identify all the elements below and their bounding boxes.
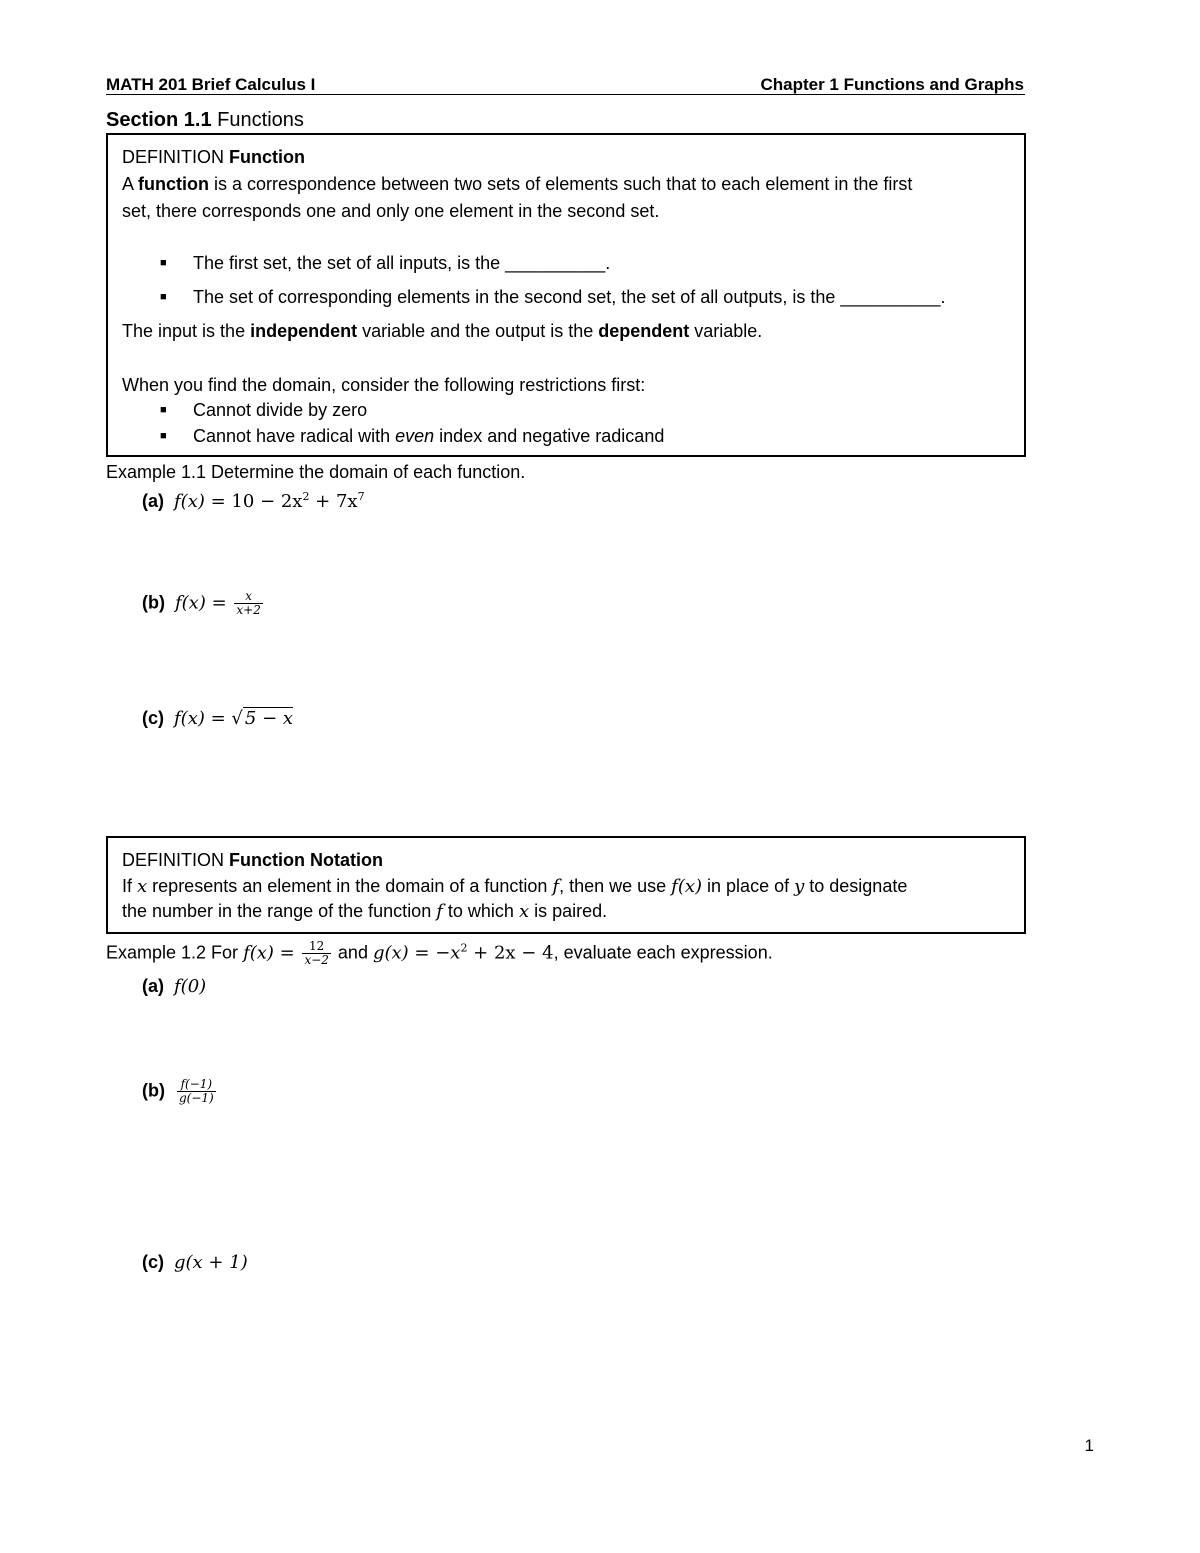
example-1-title: Example 1.1 Determine the domain of each function.: [106, 462, 526, 482]
bullet-icon: ■: [160, 291, 167, 303]
notation-line-1: If x represents an element in the domain of a function f, then we use f(x) in place of y to designate: [122, 876, 908, 897]
variable-definition: The input is the independent variable and the output is the dependent variable.: [122, 321, 763, 341]
definition-term: Function: [229, 147, 305, 167]
bullet-domain: The first set, the set of all inputs, is the __________.: [193, 253, 611, 273]
example-2-part-c: (c) g(x + 1): [142, 1252, 248, 1273]
bullet-icon: ■: [160, 430, 167, 442]
definition-heading: [122, 850, 383, 871]
definition-line-2: set, there corresponds one and only one element in the second set.: [122, 201, 660, 221]
example-2-part-b: (b) $\frac{f(-1)}{g(-1)}$: [142, 1077, 214, 1105]
section-number: Section 1.1: [106, 109, 212, 131]
restriction-radical: Cannot have radical with even index and negative radicand: [193, 426, 665, 446]
definition-heading: [122, 147, 305, 168]
definition-tag: DEFINITION: [122, 850, 224, 870]
bullet-icon: ■: [160, 404, 167, 416]
example-2-part-a: (a) f(0): [142, 976, 207, 997]
header-divider: [106, 94, 1025, 95]
section-title: [106, 109, 304, 132]
page-number: 1: [1084, 1436, 1094, 1455]
header-course-title: MATH 201 Brief Calculus I: [106, 75, 316, 94]
example-1-part-a: (a) $f(x) = 10 - 2x^2 + 7x^7$: [142, 490, 365, 512]
section-name: Functions: [217, 109, 304, 131]
header-chapter-title: Chapter 1 Functions and Graphs: [760, 75, 1024, 94]
definition-function-box: [106, 133, 1026, 457]
restrictions-intro: When you find the domain, consider the following restrictions first:: [122, 375, 646, 395]
example-1-part-b: (b) f(x) = $\frac{x}{x+2}$: [142, 589, 261, 617]
notation-line-2: the number in the range of the function f to which x is paired.: [122, 901, 608, 922]
definition-line-1: A function is a correspondence between two sets of elements such that to each element in the first: [122, 174, 913, 194]
bullet-icon: ■: [160, 257, 167, 269]
example-1-part-c: (c) f(x) = √ 5 − x: [142, 708, 294, 729]
definition-notation-box: [106, 836, 1026, 934]
example-2-title: Example 1.2 For f(x) = $\frac{12}{x-2}$ and $g(x) = -x^2 + 2x - 4$, evaluate each expression.: [106, 939, 773, 967]
definition-tag: DEFINITION: [122, 147, 224, 167]
bullet-range: The set of corresponding elements in the second set, the set of all outputs, is the __________.: [193, 287, 946, 307]
restriction-divide-by-zero: Cannot divide by zero: [193, 400, 368, 420]
definition-term: Function Notation: [229, 850, 383, 870]
